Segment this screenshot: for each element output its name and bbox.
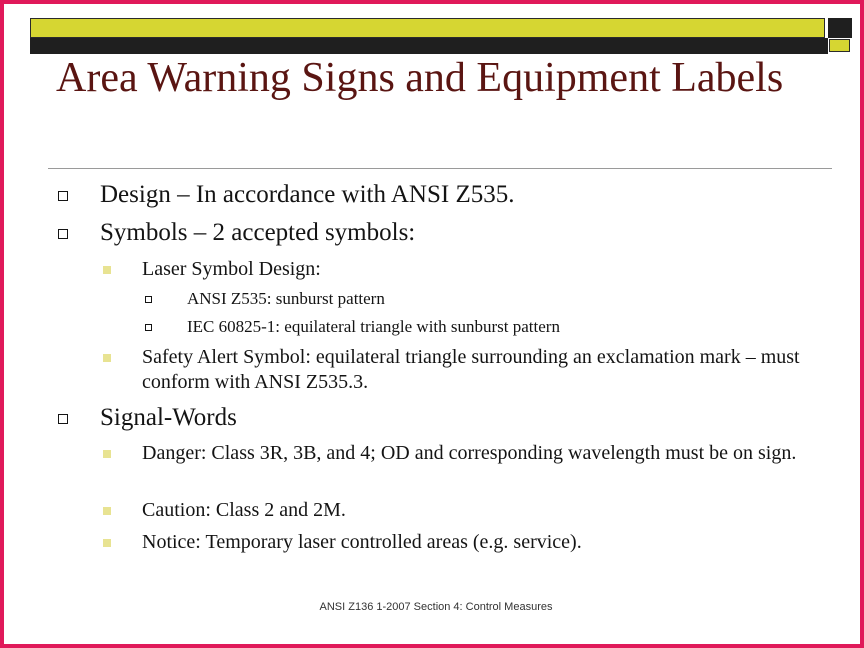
hollow-square-icon [58,414,68,424]
small-hollow-square-icon [145,324,152,331]
slide-title: Area Warning Signs and Equipment Labels [56,55,784,101]
hollow-square-icon [58,191,68,201]
small-hollow-square-icon [145,296,152,303]
bullet-symbols: Symbols – 2 accepted symbols: [100,219,416,246]
filled-square-icon [103,507,111,515]
filled-square-icon [103,539,111,547]
bullet-safety-alert-symbol: Safety Alert Symbol: equilateral triangle surrounding an exclamation mark – must conform with ANSI Z535.3. [142,346,800,393]
hollow-square-icon [58,229,68,239]
bullet-ansi-z535: ANSI Z535: sunburst pattern [187,289,385,308]
bullet-danger: Danger: Class 3R, 3B, and 4; OD and corresponding wavelength must be on sign. [142,442,797,464]
slide-body [4,4,864,648]
bullet-laser-symbol-design: Laser Symbol Design: [142,258,321,280]
slide-footer: ANSI Z136 1-2007 Section 4: Control Measures [319,601,553,613]
filled-square-icon [103,354,111,362]
bullet-notice: Notice: Temporary laser controlled areas (e.g. service). [142,531,582,553]
filled-square-icon [103,266,111,274]
bullet-design: Design – In accordance with ANSI Z535. [100,181,515,208]
bullet-iec-60825: IEC 60825-1: equilateral triangle with sunburst pattern [187,317,560,336]
bullet-caution: Caution: Class 2 and 2M. [142,499,346,521]
filled-square-icon [103,450,111,458]
bullet-signal-words: Signal-Words [100,404,237,431]
